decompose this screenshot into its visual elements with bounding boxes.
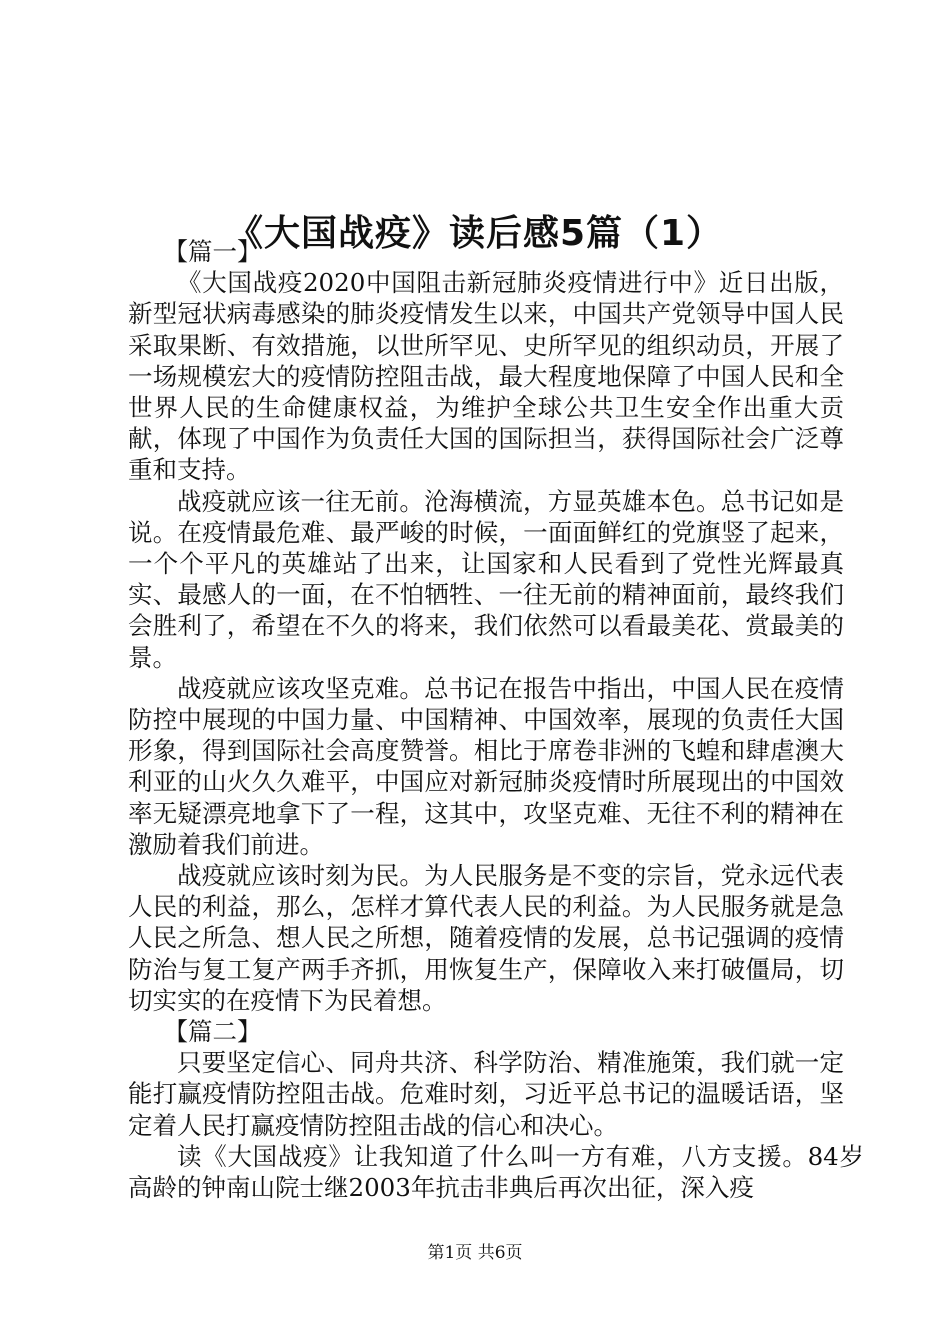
section-heading: 【篇二】 bbox=[163, 1017, 262, 1047]
page-footer: 第1页 共6页 bbox=[427, 1243, 523, 1263]
paragraph: 读《大国战疫》让我知道了什么叫一方有难，八方支援。84岁高龄的钟南山院士继2003年抗击非典后再次出征，深入疫 bbox=[128, 1141, 864, 1203]
paragraph: 战疫就应该时刻为民。为人民服务是不变的宗旨，党永远代表人民的利益，那么，怎样才算代表人民的利益。为人民服务就是急人民之所急、想人民之所想，随着疫情的发展，总书记强调的疫情防治与复工复产两手齐抓，用恢复生产，保障收入来打破僵局，切切实实的在疫情下为民着想。 bbox=[128, 861, 844, 1015]
section-heading: 【篇一】 bbox=[163, 237, 262, 266]
paragraph: 战疫就应该一往无前。沧海横流，方显英雄本色。总书记如是说。在疫情最危难、最严峻的时候，一面面鲜红的党旗竖了起来，一个个平凡的英雄站了出来，让国家和人民看到了党性光辉最真实、最感人的一面，在不怕牺牲、一往无前的精神面前，最终我们会胜利了，希望在不久的将来，我们依然可以看最美花、赏最美的景。 bbox=[128, 486, 844, 672]
document-body bbox=[128, 236, 864, 1203]
paragraph: 只要坚定信心、同舟共济、科学防治、精准施策，我们就一定能打赢疫情防控阻击战。危难时刻，习近平总书记的温暖话语，坚定着人民打赢疫情防控阻击战的信心和决心。 bbox=[128, 1048, 844, 1140]
document-title: 《大国战疫》读后感5篇（1） bbox=[226, 213, 724, 255]
paragraph: 战疫就应该攻坚克难。总书记在报告中指出，中国人民在疫情防控中展现的中国力量、中国精神、中国效率，展现的负责任大国形象，得到国际社会高度赞誉。相比于席卷非洲的飞蝗和肆虐澳大利亚的山火久久难平，中国应对新冠肺炎疫情时所展现出的中国效率无疑漂亮地拿下了一程，这其中，攻坚克难、无往不利的精神在激励着我们前进。 bbox=[128, 673, 844, 859]
paragraph: 《大国战疫2020中国阻击新冠肺炎疫情进行中》近日出版，新型冠状病毒感染的肺炎疫情发生以来，中国共产党领导中国人民采取果断、有效措施，以世所罕见、史所罕见的组织动员，开展了一场规模宏大的疫情防控阻击战，最大程度地保障了中国人民和全世界人民的生命健康权益，为维护全球公共卫生安全作出重大贡献，体现了中国作为负责任大国的国际担当，获得国际社会广泛尊重和支持。 bbox=[128, 268, 844, 485]
